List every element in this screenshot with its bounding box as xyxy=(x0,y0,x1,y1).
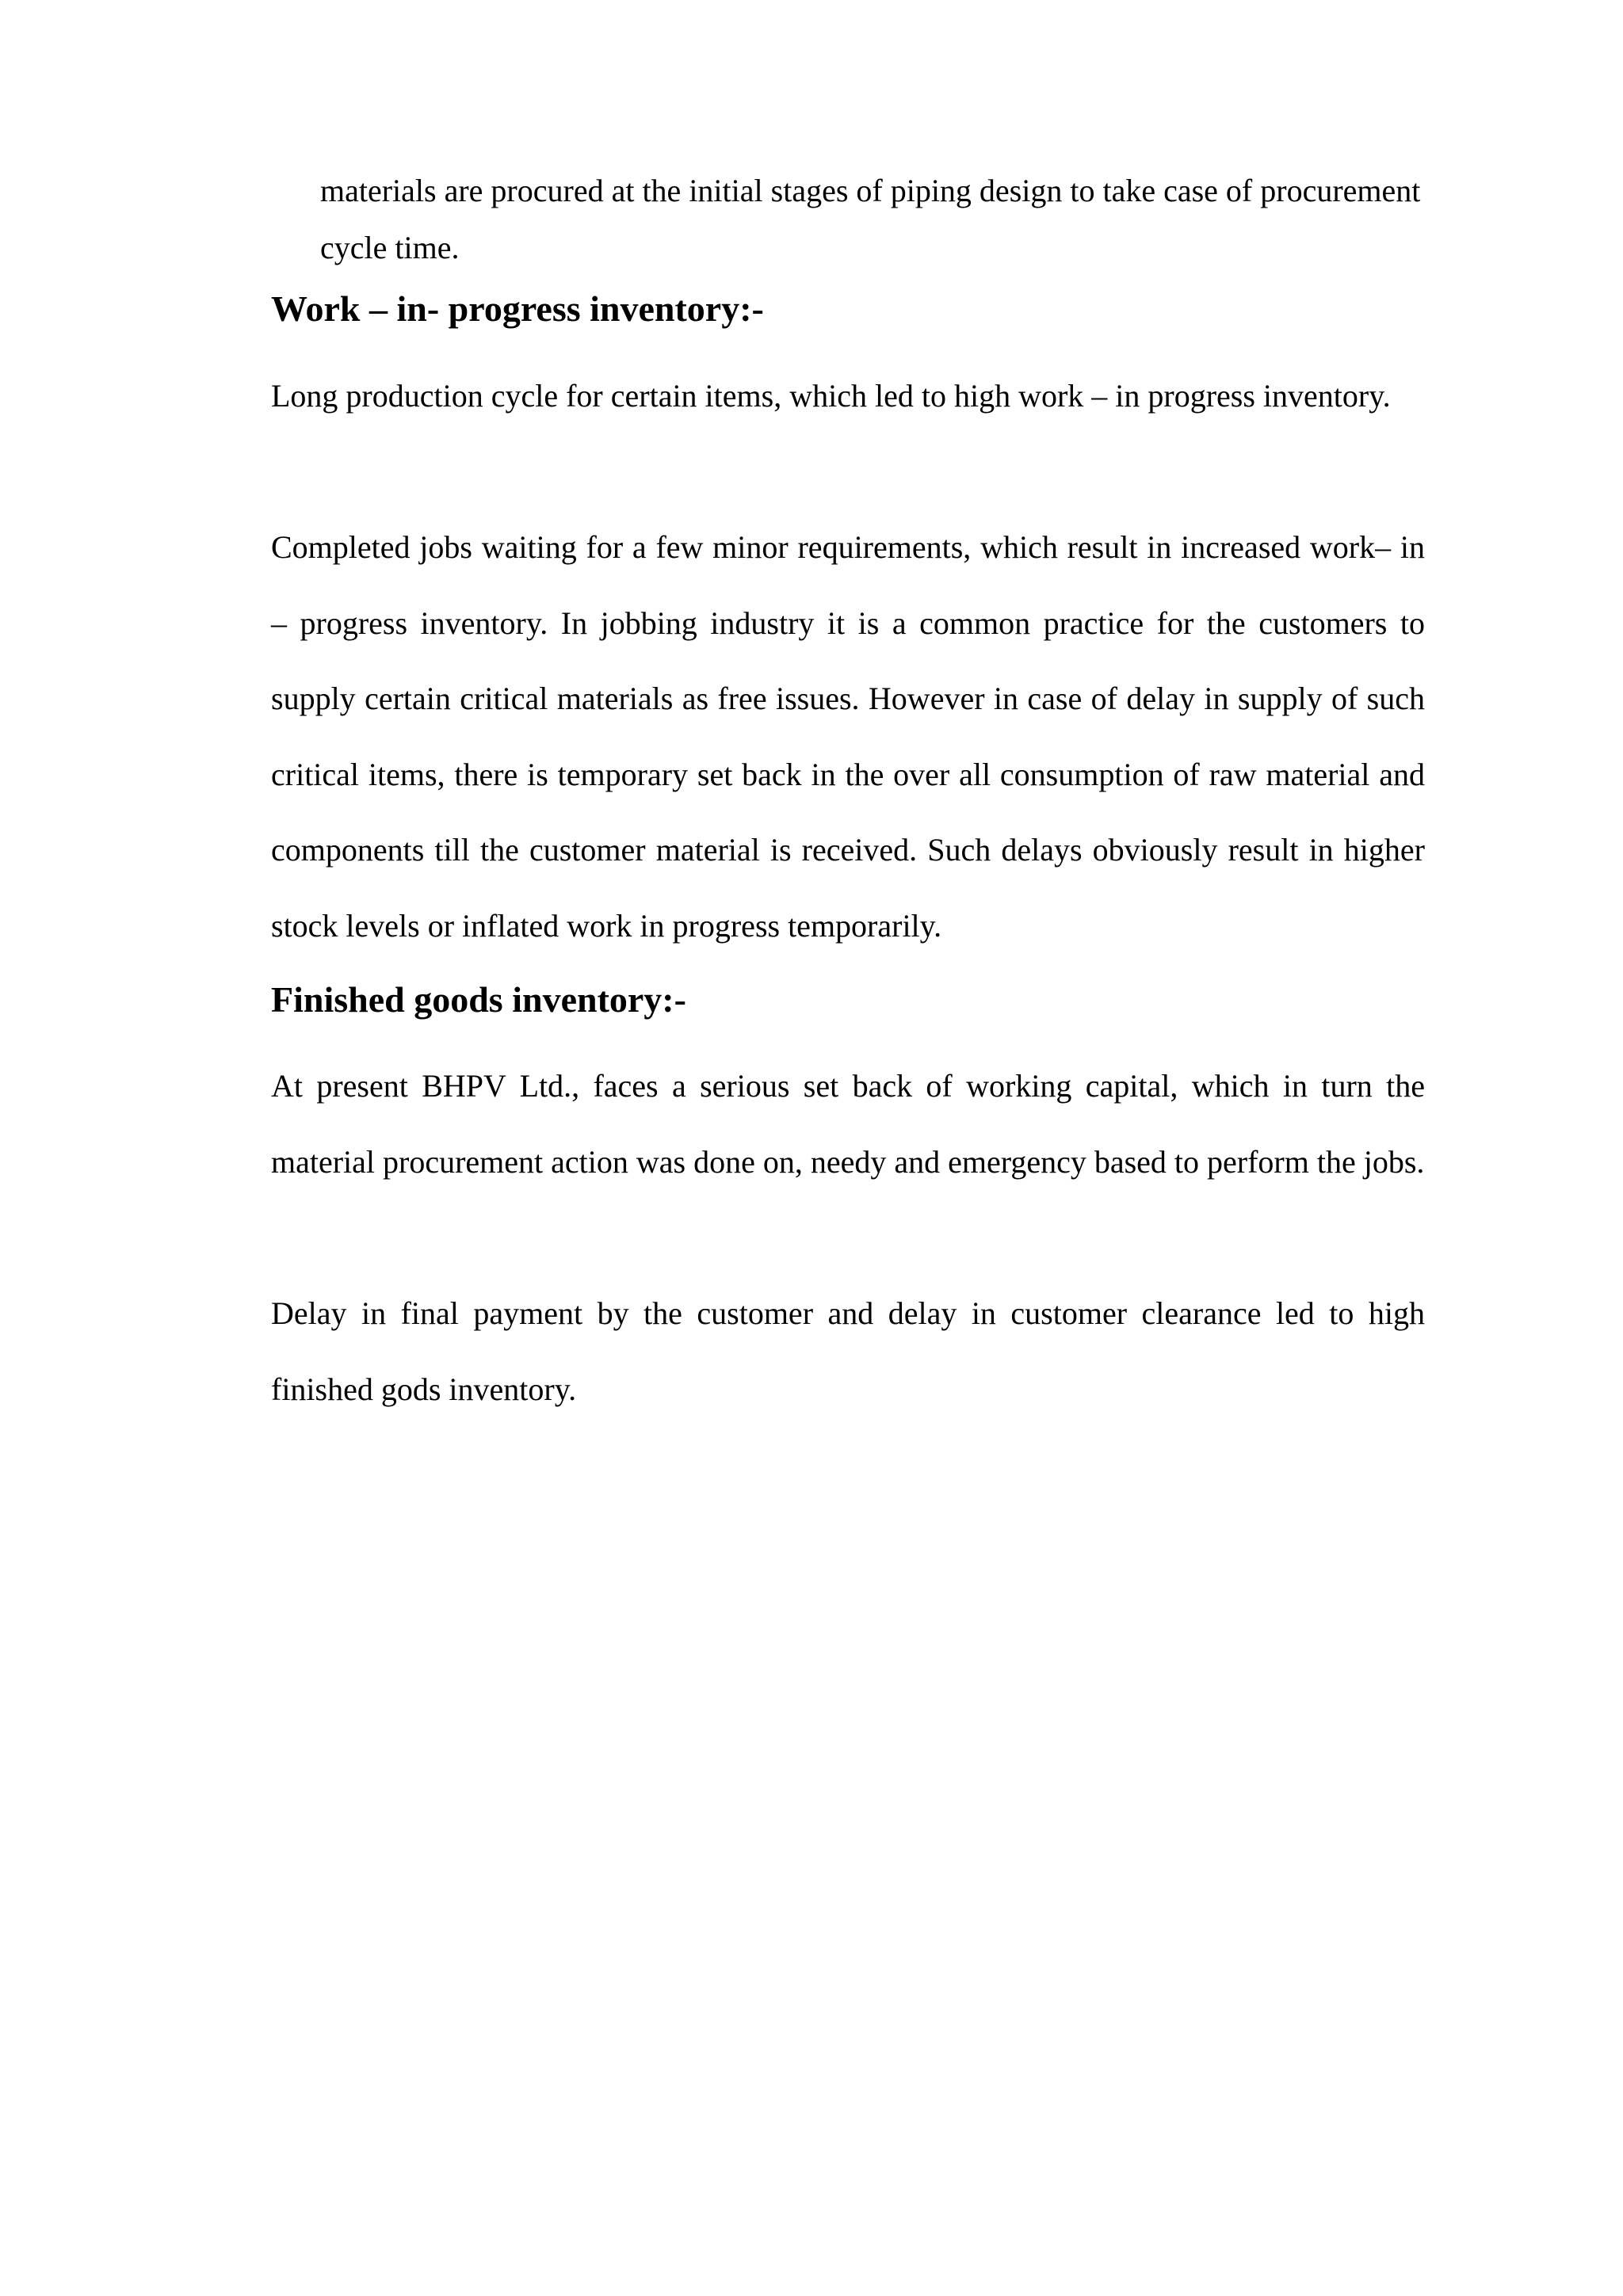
section-heading-wip: Work – in- progress inventory:- xyxy=(271,288,764,329)
finished-goods-paragraph-2: Delay in final payment by the customer and delay in customer clearance led to high finished gods inventory. xyxy=(271,1295,1425,1407)
wip-paragraph-2: Completed jobs waiting for a few minor requirements, which result in increased work– in – progress inventory. In jobbing industry it is a common practice for the customers to supply certain critical materials as free issues. However in case of delay in supply of such critical items, there is temporary set back in the over all consumption of raw material and components till the customer material is received. Such delays obviously result in higher stock levels or inflated work in progress temporarily. xyxy=(271,529,1425,944)
intro-continuation-text: materials are procured at the initial stages of piping design to take case of procurement cycle time. xyxy=(320,173,1421,265)
section-heading-finished-goods: Finished goods inventory:- xyxy=(271,979,686,1020)
wip-paragraph-1: Long production cycle for certain items, which led to high work – in progress inventory. xyxy=(271,378,1391,414)
finished-goods-paragraph-1: At present BHPV Ltd., faces a serious set back of working capital, which in turn the material procurement action was done on, needy and emergency based to perform the jobs. xyxy=(271,1068,1425,1180)
